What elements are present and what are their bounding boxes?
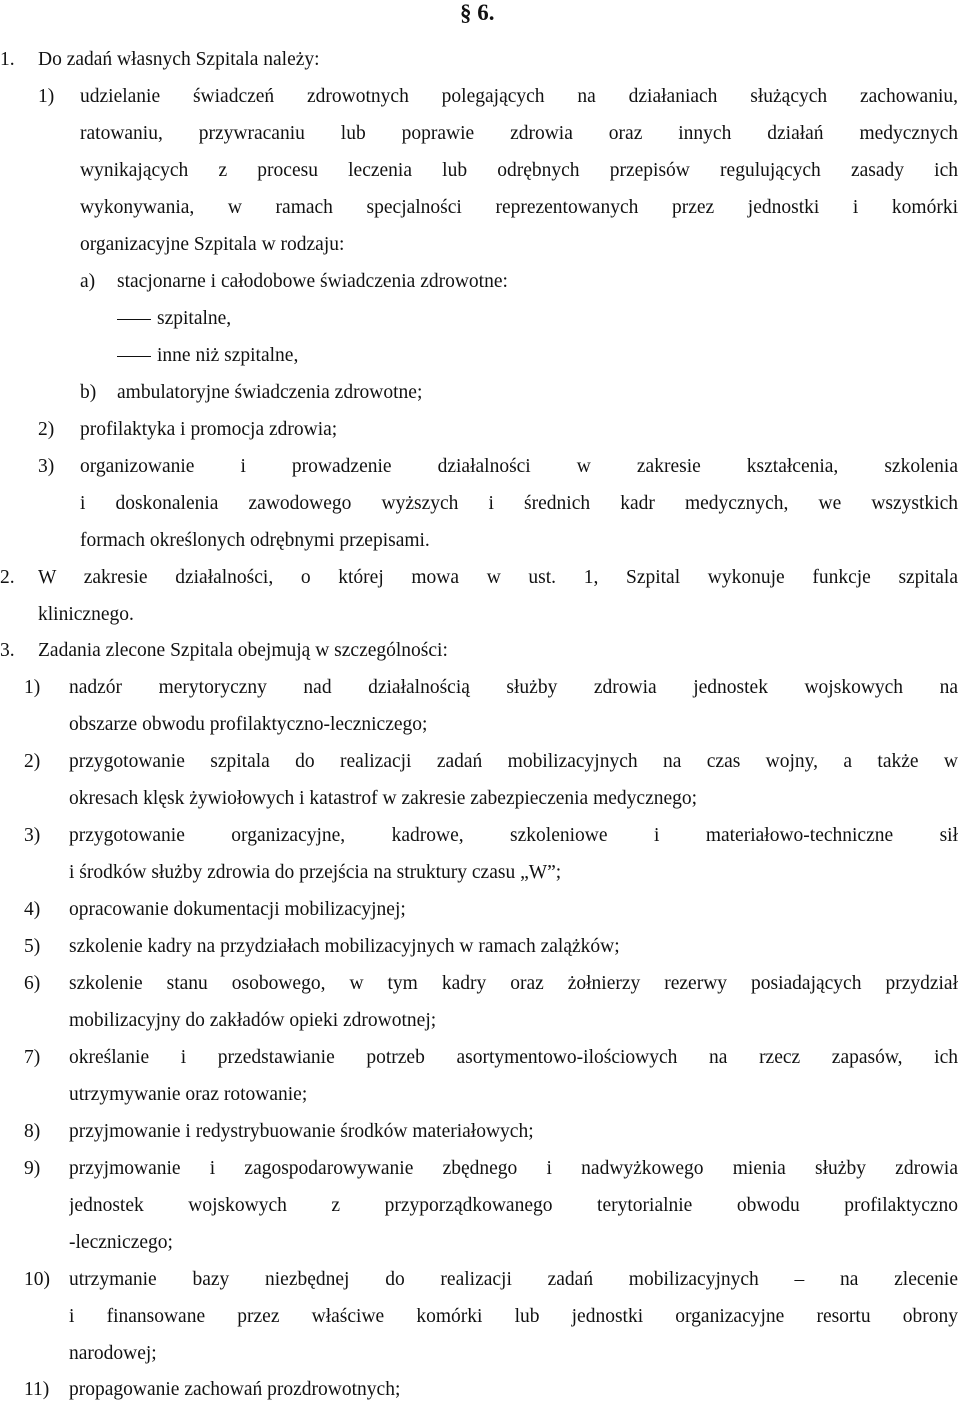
task-7-line: określanie i przedstawianie potrzeb asortymentowo-ilościowych na rzecz zapasów, ich: [69, 1047, 958, 1068]
item-1-line: wynikających z procesu leczenia lub odrębnych przepisów regulujących zasady ich: [80, 160, 958, 181]
item-1-label: 1): [38, 86, 55, 107]
item-3-label: 3): [38, 456, 55, 477]
dash-item: szpitalne,: [157, 308, 232, 329]
task-8-label: 8): [24, 1121, 41, 1142]
task-9-line: jednostek wojskowych z przyporządkowanego terytorialnie obwodu profilaktyczno: [69, 1195, 958, 1216]
item-1-line: wykonywania, w ramach specjalności reprezentowanych przez jednostki i komórki: [80, 197, 958, 218]
subitem-b-label: b): [80, 382, 97, 403]
section-1-label: 1.: [0, 49, 15, 70]
task-6-label: 6): [24, 973, 41, 994]
task-2-label: 2): [24, 751, 41, 772]
item-1-line: ratowaniu, przywracaniu lub poprawie zdrowia oraz innych działań medycznych: [80, 123, 958, 144]
section-1-title: Do zadań własnych Szpitala należy:: [38, 49, 320, 70]
task-6-line: mobilizacyjny do zakładów opieki zdrowotnej;: [69, 1010, 437, 1031]
item-3-line: formach określonych odrębnymi przepisami.: [80, 530, 430, 551]
task-8-line: przyjmowanie i redystrybuowanie środków materiałowych;: [69, 1121, 534, 1142]
task-10-line: narodowej;: [69, 1343, 157, 1364]
task-5-label: 5): [24, 936, 41, 957]
section-2-line: klinicznego.: [38, 604, 134, 625]
task-3-line: przygotowanie organizacyjne, kadrowe, szkoleniowe i materiałowo-techniczne sił: [69, 825, 958, 846]
dash-item: inne niż szpitalne,: [157, 345, 299, 366]
task-1-label: 1): [24, 677, 41, 698]
task-10-line: utrzymanie bazy niezbędnej do realizacji zadań mobilizacyjnych – na zlecenie: [69, 1269, 958, 1290]
item-2-text: profilaktyka i promocja zdrowia;: [80, 419, 338, 440]
section-2-label: 2.: [0, 567, 15, 588]
dash-bullet: [117, 341, 151, 371]
task-7-label: 7): [24, 1047, 41, 1068]
task-11-line: propagowanie zachowań prozdrowotnych;: [69, 1379, 401, 1400]
item-3-line: organizowanie i prowadzenie działalności w zakresie kształcenia, szkolenia: [80, 456, 958, 477]
section-heading: § 6.: [460, 0, 495, 25]
section-2-line: W zakresie działalności, o której mowa w ust. 1, Szpital wykonuje funkcje szpitala: [38, 567, 958, 588]
task-2-line: przygotowanie szpitala do realizacji zadań mobilizacyjnych na czas wojny, a także w: [69, 751, 958, 772]
task-6-line: szkolenie stanu osobowego, w tym kadry oraz żołnierzy rezerwy posiadających przydział: [69, 973, 958, 994]
item-2-label: 2): [38, 419, 55, 440]
task-9-label: 9): [24, 1158, 41, 1179]
subitem-a-label: a): [80, 271, 96, 292]
task-10-line: i finansowane przez właściwe komórki lub jednostki organizacyjne resortu obrony: [69, 1306, 958, 1327]
task-9-line: przyjmowanie i zagospodarowywanie zbędnego i nadwyżkowego mienia służby zdrowia: [69, 1158, 958, 1179]
task-11-label: 11): [24, 1379, 50, 1400]
subitem-b-text: ambulatoryjne świadczenia zdrowotne;: [117, 382, 423, 403]
task-2-line: okresach klęsk żywiołowych i katastrof w zakresie zabezpieczenia medycznego;: [69, 788, 698, 809]
section-3-label: 3.: [0, 640, 15, 661]
subitem-a-text: stacjonarne i całodobowe świadczenia zdrowotne:: [117, 271, 508, 292]
item-1-line: udzielanie świadczeń zdrowotnych polegających na działaniach służących zachowaniu,: [80, 86, 958, 107]
task-5-line: szkolenie kadry na przydziałach mobilizacyjnych w ramach zalążków;: [69, 936, 620, 957]
task-1-line: nadzór merytoryczny nad działalnością służby zdrowia jednostek wojskowych na: [69, 677, 958, 698]
dash-bullet: [117, 304, 151, 334]
item-3-line: i doskonalenia zawodowego wyższych i średnich kadr medycznych, we wszystkich: [80, 493, 958, 514]
task-3-label: 3): [24, 825, 41, 846]
item-1-line: organizacyjne Szpitala w rodzaju:: [80, 234, 345, 255]
section-3-title: Zadania zlecone Szpitala obejmują w szczególności:: [38, 640, 448, 661]
task-4-label: 4): [24, 899, 41, 920]
task-1-line: obszarze obwodu profilaktyczno-leczniczego;: [69, 714, 428, 735]
task-9-line: -leczniczego;: [69, 1232, 173, 1253]
task-3-line: i środków służby zdrowia do przejścia na struktury czasu „W”;: [69, 862, 562, 883]
task-4-line: opracowanie dokumentacji mobilizacyjnej;: [69, 899, 406, 920]
task-10-label: 10): [24, 1269, 50, 1290]
task-7-line: utrzymywanie oraz rotowanie;: [69, 1084, 308, 1105]
